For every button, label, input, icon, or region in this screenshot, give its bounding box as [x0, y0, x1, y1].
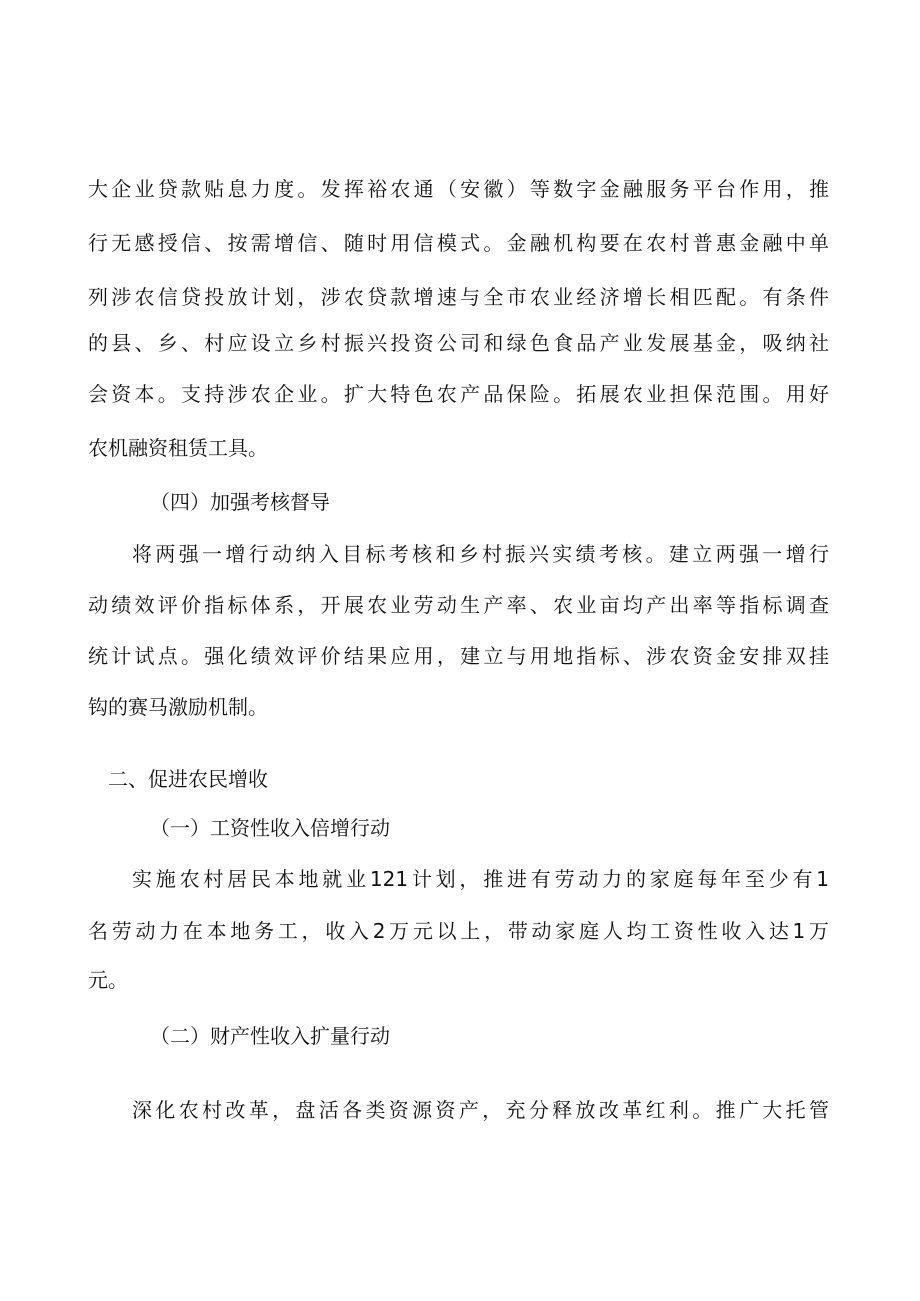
paragraph-line: 深化农村改革，盘活各类资源资产，充分释放改革红利。推广大托管 — [132, 1098, 829, 1122]
paragraph-line: 动绩效评价指标体系，开展农业劳动生产率、农业亩均产出率等指标调查 — [88, 593, 829, 617]
paragraph-line: 大企业贷款贴息力度。发挥裕农通（安徽）等数字金融服务平台作用，推 — [88, 177, 829, 201]
paragraph-line: 将两强一增行动纳入目标考核和乡村振兴实绩考核。建立两强一增行 — [132, 542, 829, 566]
section-heading: （四）加强考核督导 — [150, 490, 330, 514]
paragraph-line: 的县、乡、村应设立乡村振兴投资公司和绿色食品产业发展基金，吸纳社 — [88, 331, 829, 355]
paragraph-line: 名劳动力在本地务工，收入2万元以上，带动家庭人均工资性收入达1万 — [88, 919, 829, 943]
paragraph-line: 元。 — [88, 968, 128, 992]
chapter-heading: 二、促进农民增收 — [108, 767, 268, 791]
paragraph-line: 农机融资租赁工具。 — [88, 436, 268, 460]
paragraph-line: 列涉农信贷投放计划，涉农贷款增速与全市农业经济增长相匹配。有条件 — [88, 285, 829, 309]
section-heading: （一）工资性收入倍增行动 — [150, 816, 390, 840]
paragraph-line: 统计试点。强化绩效评价结果应用，建立与用地指标、涉农资金安排双挂 — [88, 644, 829, 668]
section-heading: （二）财产性收入扩量行动 — [150, 1024, 390, 1048]
paragraph-line: 实施农村居民本地就业121计划，推进有劳动力的家庭每年至少有1 — [132, 867, 829, 891]
paragraph-line: 行无感授信、按需增信、随时用信模式。金融机构要在农村普惠金融中单 — [88, 231, 829, 255]
paragraph-line: 钩的赛马激励机制。 — [88, 695, 268, 719]
paragraph-line: 会资本。支持涉农企业。扩大特色农产品保险。拓展农业担保范围。用好 — [88, 382, 829, 406]
